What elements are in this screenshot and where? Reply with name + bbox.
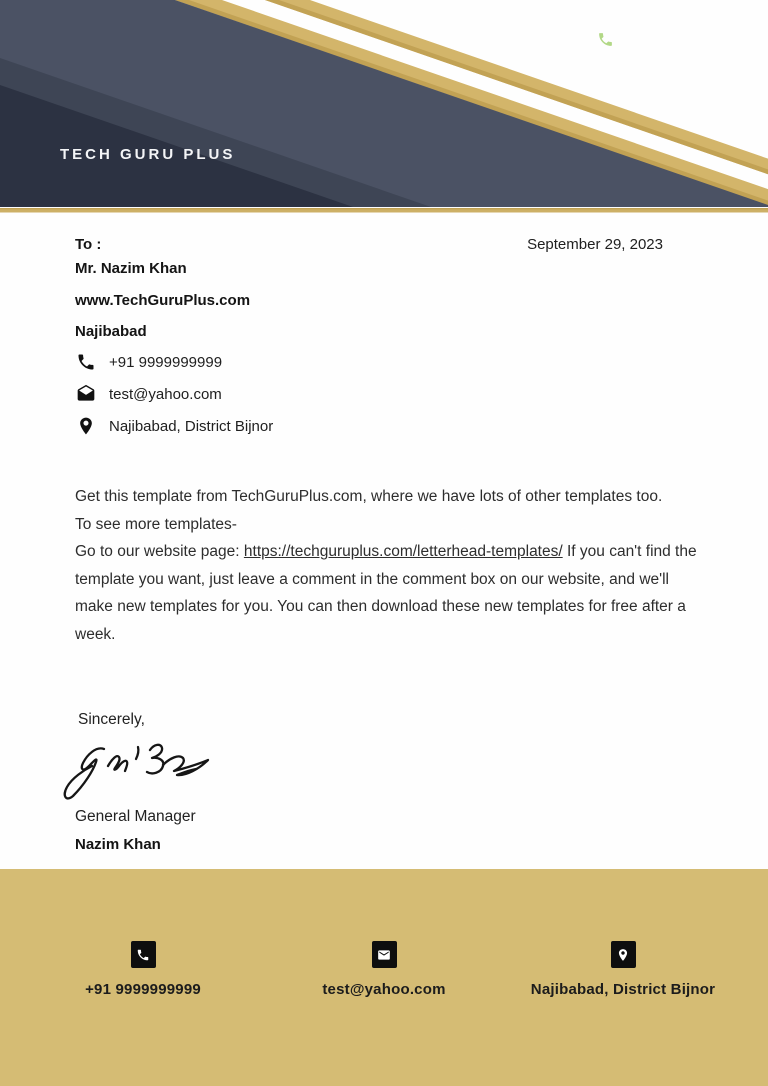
footer-address-block <box>513 941 733 998</box>
location-pin-icon <box>611 941 636 968</box>
contact-row-address <box>76 416 273 436</box>
contact-row-phone <box>76 352 222 372</box>
footer-band <box>0 869 768 1086</box>
signer-title: General Manager <box>75 808 196 825</box>
letter-body <box>75 483 703 649</box>
footer-phone-label: +91 9999999999 <box>85 981 201 998</box>
brand-logo-text: TECH GURU PLUS <box>60 146 236 163</box>
footer-phone-block <box>33 941 253 998</box>
letterhead-templates-link[interactable]: https://techguruplus.com/letterhead-templates/ <box>243 543 563 561</box>
footer-email-label: test@yahoo.com <box>322 981 446 998</box>
signer-name: Nazim Khan <box>75 836 161 853</box>
email-open-icon <box>76 384 96 404</box>
closing-text: Sincerely, <box>78 711 145 728</box>
letter-date: September 29, 2023 <box>527 236 663 253</box>
location-pin-icon <box>76 416 96 436</box>
body-line-3-suffix: If you can't find the template you want, just leave a comment in the comment box on our website, and we'll make new templates for you. You can then download these new templates for free after a week. <box>75 543 697 643</box>
recipient-city: Najibabad <box>75 323 147 340</box>
header-banner-art <box>0 0 768 216</box>
body-line-1: Get this template from TechGuruPlus.com, where we have lots of other templates too. <box>75 488 663 505</box>
phone-icon <box>597 31 614 48</box>
phone-icon <box>76 352 96 372</box>
body-line-2: To see more templates- <box>75 515 237 533</box>
recipient-name: Mr. Nazim Khan <box>75 260 187 277</box>
recipient-address: Najibabad, District Bijnor <box>109 417 274 435</box>
handwritten-signature <box>58 735 218 803</box>
email-icon <box>372 941 397 968</box>
phone-icon <box>131 941 156 968</box>
footer-email-block <box>274 941 494 998</box>
recipient-website: www.TechGuruPlus.com <box>75 292 251 309</box>
to-label: To : <box>75 236 102 253</box>
contact-row-email <box>76 384 222 404</box>
recipient-email: test@yahoo.com <box>109 385 222 403</box>
recipient-phone: +91 9999999999 <box>109 353 223 371</box>
body-line-3-prefix: Go to our website page: <box>75 543 244 561</box>
footer-address-label: Najibabad, District Bijnor <box>530 981 716 998</box>
